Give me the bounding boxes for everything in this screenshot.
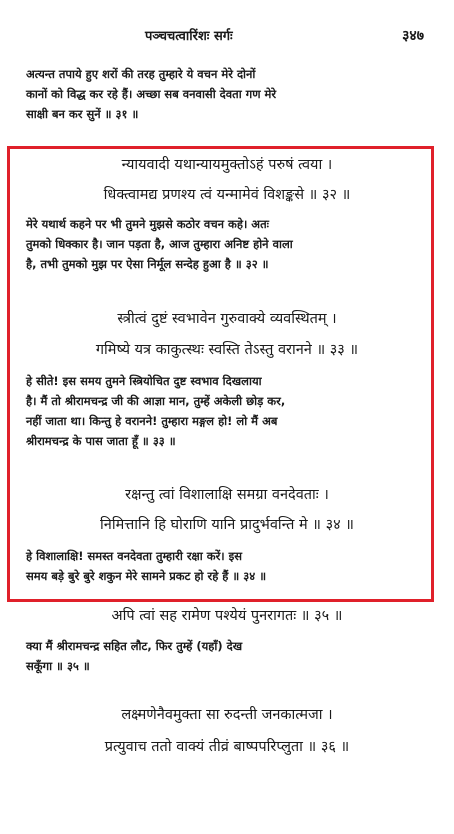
verse-32-line-2: धिक्त्वामद्य प्रणश्य त्वं यन्मामेवं विशङ्कसे ॥ ३२ ॥ — [103, 187, 351, 203]
commentary-33 — [26, 371, 426, 451]
commentary-35 — [26, 636, 426, 676]
verse-35-line-1: अपि त्वां सह रामेण पश्येयं पुनरागतः ॥ ३५ ॥ — [111, 608, 343, 624]
commentary-line: हे सीते! इस समय तुमने स्त्रियोचित दुष्ट स्वभाव दिखलाया — [26, 374, 262, 388]
verse-33-line-2: गमिष्ये यत्र काकुत्स्थः स्वस्ति तेऽस्तु वरानने ॥ ३३ ॥ — [95, 342, 359, 358]
commentary-32 — [26, 214, 426, 274]
commentary-line: नहीं जाता था। किन्तु हे वरानने! तुम्हारा मङ्गल हो! लो मैं अब — [26, 414, 278, 428]
page-number: ३४७ — [402, 28, 424, 44]
commentary-31 — [26, 64, 426, 124]
verse-33-line-1: स्त्रीत्वं दुष्टं स्वभावेन गुरुवाक्ये व्यवस्थितम् । — [117, 311, 337, 327]
verse-36-line-2: प्रत्युवाच ततो वाक्यं तीव्रं बाष्पपरिप्लुता ॥ ३६ ॥ — [104, 739, 350, 755]
commentary-line: क्या मैं श्रीरामचन्द्र सहित लौट, फिर तुम्हें (यहाँ) देख — [26, 639, 243, 653]
commentary-line: श्रीरामचन्द्र के पास जाता हूँ ॥ ३३ ॥ — [26, 434, 176, 448]
commentary-line: है। मैं तो श्रीरामचन्द्र जी की आज्ञा मान, तुम्हें अकेली छोड़ कर, — [26, 394, 286, 408]
commentary-34 — [26, 546, 426, 586]
commentary-line: सकूँगा ॥ ३५ ॥ — [26, 659, 90, 673]
commentary-line: है, तभी तुमको मुझ पर ऐसा निर्मूल सन्देह हुआ है ॥ ३२ ॥ — [26, 257, 269, 271]
verse-32-line-1: न्यायवादी यथान्यायमुक्तोऽहं परुषं त्वया । — [121, 157, 333, 173]
commentary-line: तुमको धिक्कार है। जान पड़ता है, आज तुम्हारा अनिष्ट होने वाला — [26, 237, 293, 251]
verse-36-line-1: लक्ष्मणेनैवमुक्ता सा रुदन्ती जनकात्मजा । — [121, 707, 333, 723]
chapter-title: पञ्चचत्वारिंशः सर्गः — [145, 29, 233, 44]
commentary-line: हे विशालाक्षि! समस्त वनदेवता तुम्हारी रक्षा करें। इस — [26, 549, 243, 563]
verse-34-line-1: रक्षन्तु त्वां विशालाक्षि समग्रा वनदेवताः । — [125, 487, 329, 503]
commentary-line: मेरे यथार्थ कहने पर भी तुमने मुझसे कठोर वचन कहे। अतः — [26, 217, 269, 231]
commentary-line: कानों को विद्ध कर रहे हैं। अच्छा सब वनवासी देवता गण मेरे — [26, 87, 277, 101]
page-header — [0, 26, 454, 46]
verse-34-line-2: निमित्तानि हि घोराणि यानि प्रादुर्भवन्ति मे ॥ ३४ ॥ — [100, 517, 354, 533]
commentary-line: साक्षी बन कर सुनें ॥ ३१ ॥ — [26, 107, 139, 121]
commentary-line: समय बड़े बुरे बुरे शकुन मेरे सामने प्रकट हो रहे हैं ॥ ३४ ॥ — [26, 569, 267, 583]
commentary-line: अत्यन्त तपाये हुए शरों की तरह तुम्हारे ये वचन मेरे दोनों — [26, 67, 256, 81]
